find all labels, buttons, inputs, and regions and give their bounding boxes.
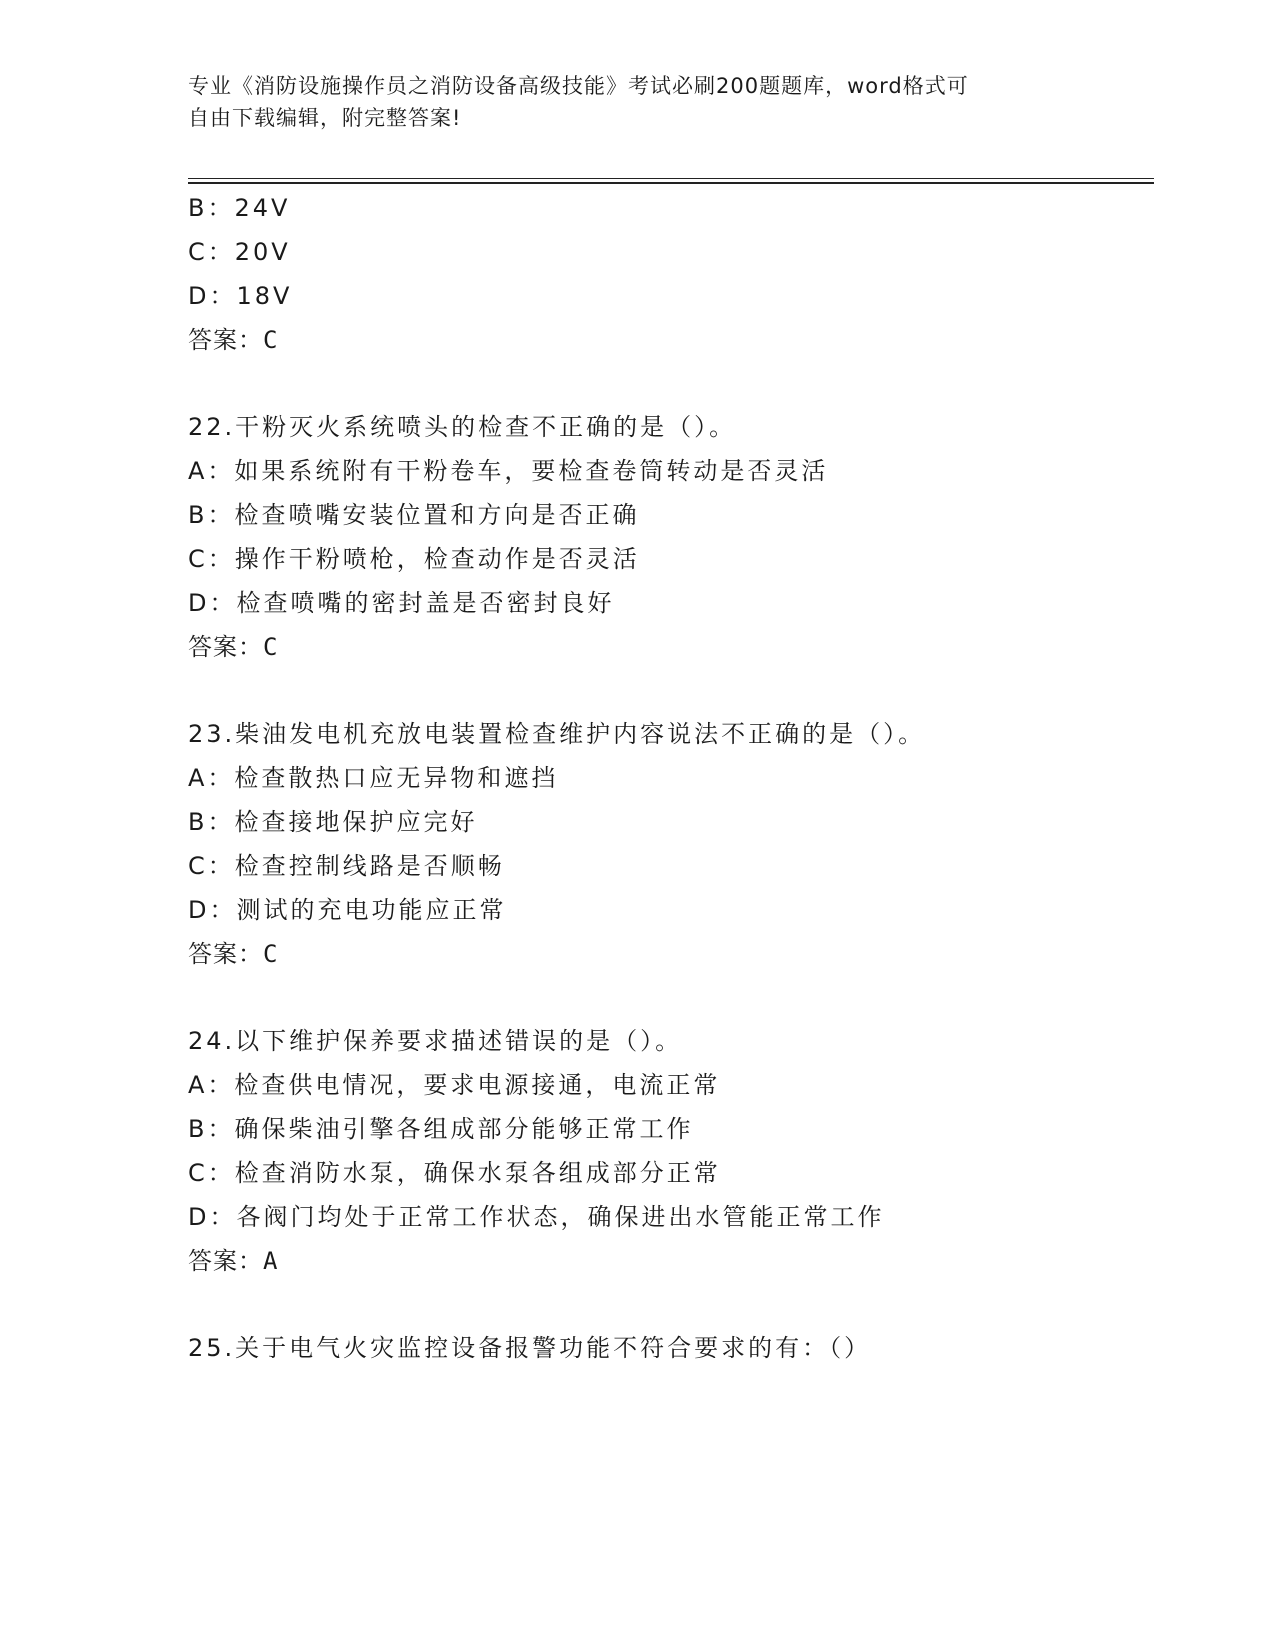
q24-stem: 24.以下维护保养要求描述错误的是（）。 [188,1027,683,1055]
header-divider-thin [188,178,1154,179]
q24-option-d: D：各阀门均处于正常工作状态，确保进出水管能正常工作 [188,1203,885,1231]
q23-option-a: A：检查散热口应无异物和遮挡 [188,764,559,792]
q23-option-d: D：测试的充电功能应正常 [188,896,507,924]
q24-option-b: B：确保柴油引擎各组成部分能够正常工作 [188,1115,694,1143]
q21-option-b: B：24V [188,194,291,222]
q21-answer [188,324,278,356]
q23-option-b: B：检查接地保护应完好 [188,808,478,836]
q22-option-d: D：检查喷嘴的密封盖是否密封良好 [188,589,615,617]
q21-option-c: C：20V [188,238,291,266]
document-header [188,70,1068,134]
header-line-1: 专业《消防设施操作员之消防设备高级技能》考试必刷200题题库，word格式可 [188,74,969,98]
answer-label: 答案： [188,326,263,354]
header-line-2: 自由下载编辑，附完整答案! [188,106,462,130]
q24-option-c: C：检查消防水泵，确保水泵各组成部分正常 [188,1159,721,1187]
q22-option-b: B：检查喷嘴安装位置和方向是否正确 [188,501,640,529]
header-divider-thick [188,182,1154,184]
q22-option-c: C：操作干粉喷枪，检查动作是否灵活 [188,545,640,573]
answer-value: A [263,1247,279,1275]
q23-option-c: C：检查控制线路是否顺畅 [188,852,505,880]
answer-value: C [263,326,279,354]
answer-value: C [263,633,279,661]
answer-label: 答案： [188,1247,263,1275]
q24-answer [188,1245,278,1277]
q25-stem: 25.关于电气火灾监控设备报警功能不符合要求的有：（） [188,1334,872,1362]
q22-stem: 22.干粉灭火系统喷头的检查不正确的是（）。 [188,413,737,441]
q24-option-a: A：检查供电情况，要求电源接通，电流正常 [188,1071,721,1099]
answer-label: 答案： [188,940,263,968]
q23-answer [188,938,278,970]
answer-label: 答案： [188,633,263,661]
q23-stem: 23.柴油发电机充放电装置检查维护内容说法不正确的是（）。 [188,720,926,748]
q22-option-a: A：如果系统附有干粉卷车，要检查卷筒转动是否灵活 [188,457,829,485]
q21-option-d: D：18V [188,282,293,310]
answer-value: C [263,940,279,968]
q22-answer [188,631,278,663]
